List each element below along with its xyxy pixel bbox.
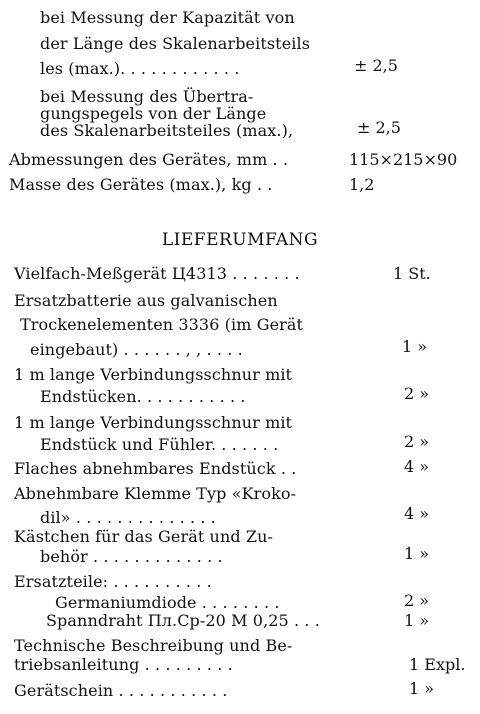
item-clamp-line-1: Abnehmbare Klemme Typ «Kroko- xyxy=(14,484,297,503)
mass-value: 1,2 xyxy=(349,175,375,194)
item-device-certificate-qty: 1 » xyxy=(409,679,435,698)
capacity-line-1: bei Messung der Kapazität von xyxy=(40,8,295,27)
item-battery-qty: 1 » xyxy=(402,337,428,356)
item-tension-wire: Spanndraht Пл.Ср-20 М 0,25 . . . xyxy=(46,611,320,630)
item-case-line-2: behör . . . . . . . . . . . . . xyxy=(40,547,223,566)
item-clamp-line-2: dil» . . . . . . . . . . . . . . xyxy=(40,508,216,527)
item-case-line-1: Kästchen für das Gerät und Zu- xyxy=(14,527,274,546)
item-flat-endpiece-qty: 4 » xyxy=(404,457,430,476)
item-cord-probe-line-2: Endstück und Fühler. . . . . . . xyxy=(40,435,279,454)
item-cord-endpieces-line-1: 1 m lange Verbindungsschnur mit xyxy=(14,365,293,384)
item-flat-endpiece: Flaches abnehmbares Endstück . . xyxy=(14,459,297,478)
item-tension-wire-qty: 1 » xyxy=(404,611,430,630)
item-multimeter: Vielfach-Meßgerät Ц4313 . . . . . . . xyxy=(14,264,300,283)
transfer-level-line-1: bei Messung des Übertra- xyxy=(40,87,254,106)
item-manual-line-1: Technische Beschreibung und Be- xyxy=(14,636,293,655)
item-battery-line-2: Trockenelementen 3336 (im Gerät xyxy=(20,315,304,334)
capacity-tolerance-value: ± 2,5 xyxy=(354,56,398,75)
item-multimeter-qty: 1 St. xyxy=(393,264,431,283)
item-battery-line-3: eingebaut) . . . . . . , , . . . . xyxy=(30,340,243,359)
item-cord-endpieces-qty: 2 » xyxy=(404,384,430,403)
capacity-line-3: les (max.). . . . . . . . . . . . xyxy=(40,59,240,78)
item-clamp-qty: 4 » xyxy=(404,504,430,523)
transfer-level-line-3: des Skalenarbeitsteiles (max.), xyxy=(40,121,294,140)
item-cord-endpieces-line-2: Endstücken. . . . . . . . . . . xyxy=(40,387,246,406)
item-case-qty: 1 » xyxy=(404,544,430,563)
spare-parts-label: Ersatzteile: . . . . . . . . . . xyxy=(14,572,212,591)
delivery-heading: LIEFERUMFANG xyxy=(161,230,319,250)
dimensions-value: 115×215×90 xyxy=(349,150,458,169)
capacity-line-2: der Länge des Skalenarbeitsteils xyxy=(40,34,311,53)
mass-label: Masse des Gerätes (max.), kg . . xyxy=(9,175,273,194)
dimensions-label: Abmessungen des Gerätes, mm . . xyxy=(9,150,289,169)
item-manual-line-2: triebsanleitung . . . . . . . . . xyxy=(14,655,233,674)
item-germanium-diode-qty: 2 » xyxy=(404,591,430,610)
item-battery-line-1: Ersatzbatterie aus galvanischen xyxy=(14,291,278,310)
item-cord-probe-line-1: 1 m lange Verbindungsschnur mit xyxy=(14,413,293,432)
item-cord-probe-qty: 2 » xyxy=(404,432,430,451)
transfer-level-tolerance-value: ± 2,5 xyxy=(357,118,401,137)
item-germanium-diode: Germaniumdiode . . . . . . . . xyxy=(55,593,280,612)
item-device-certificate: Gerätschein . . . . . . . . . . . xyxy=(14,681,228,700)
transfer-level-line-2: gungspegels von der Länge xyxy=(40,104,267,123)
item-manual-qty: 1 Expl. xyxy=(409,655,466,674)
